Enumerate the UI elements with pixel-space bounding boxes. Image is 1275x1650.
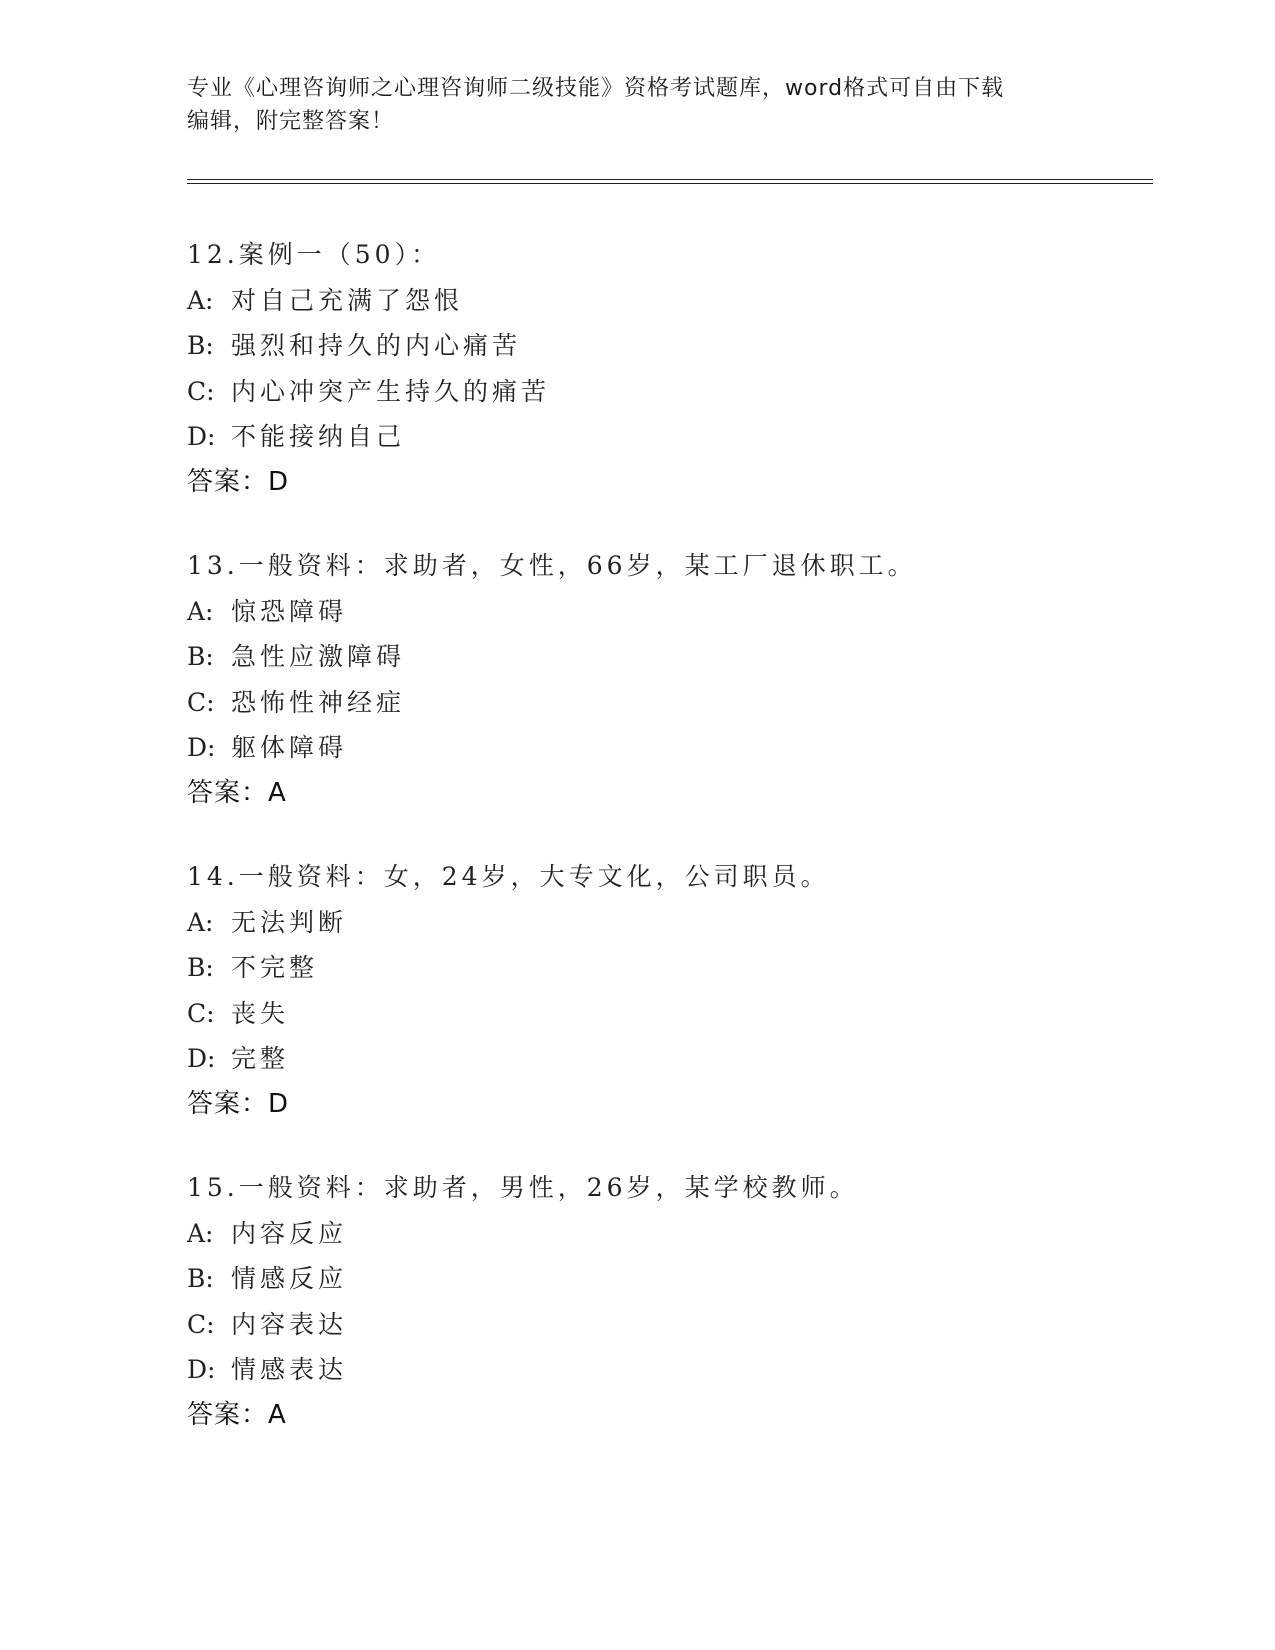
question-15	[187, 1165, 1127, 1438]
question-stem: 15.一般资料：求助者，男性，26岁，某学校教师。	[187, 1173, 859, 1202]
option-letter: C:	[187, 1309, 215, 1339]
option-letter: A:	[187, 1218, 214, 1248]
option-b	[187, 1256, 1127, 1302]
option-letter: A:	[187, 596, 214, 626]
option-d	[187, 1347, 1127, 1393]
option-letter: A:	[187, 285, 214, 315]
header-divider-bottom	[187, 183, 1153, 184]
option-text: 内容表达	[231, 1309, 348, 1339]
option-a	[187, 1211, 1127, 1257]
question-stem: 14.一般资料：女，24岁，大专文化，公司职员。	[187, 862, 830, 891]
question-14	[187, 854, 1127, 1127]
question-13	[187, 543, 1127, 816]
answer-line: 答案：A	[187, 777, 287, 808]
option-text: 强烈和持久的内心痛苦	[231, 331, 522, 360]
option-text: 对自己充满了怨恨	[231, 285, 464, 315]
option-text: 躯体障碍	[231, 733, 348, 762]
option-letter: B:	[187, 642, 214, 671]
option-c	[187, 1302, 1127, 1348]
option-a	[187, 589, 1127, 635]
option-letter: D:	[187, 1044, 216, 1073]
option-b	[187, 634, 1127, 680]
question-list	[187, 232, 1127, 1476]
option-c	[187, 991, 1127, 1037]
option-c	[187, 680, 1127, 726]
option-a	[187, 900, 1127, 946]
option-d	[187, 414, 1127, 460]
option-text: 情感反应	[231, 1264, 348, 1293]
option-letter: D:	[187, 733, 216, 762]
option-letter: B:	[187, 331, 214, 360]
option-a	[187, 278, 1127, 324]
answer-line: 答案：A	[187, 1399, 287, 1430]
option-letter: D:	[187, 1355, 216, 1384]
option-text: 内容反应	[231, 1218, 348, 1248]
option-text: 惊恐障碍	[231, 596, 348, 626]
option-text: 丧失	[231, 998, 290, 1028]
option-text: 情感表达	[231, 1355, 348, 1384]
question-stem: 12.案例一（50）：	[187, 240, 441, 269]
header-line-1: 专业《心理咨询师之心理咨询师二级技能》资格考试题库，word格式可自由下载	[187, 76, 1005, 101]
option-text: 恐怖性神经症	[231, 687, 406, 717]
option-letter: B:	[187, 953, 214, 982]
option-c	[187, 369, 1127, 415]
header-divider-top	[187, 179, 1153, 180]
option-text: 完整	[231, 1044, 290, 1073]
option-text: 无法判断	[231, 907, 348, 937]
option-text: 内心冲突产生持久的痛苦	[231, 376, 551, 406]
header-line-2: 编辑，附完整答案！	[187, 109, 395, 134]
question-stem: 13.一般资料：求助者，女性，66岁，某工厂退休职工。	[187, 551, 917, 580]
option-letter: C:	[187, 687, 215, 717]
answer-line: 答案：D	[187, 466, 290, 497]
option-text: 不完整	[231, 953, 319, 982]
answer-line: 答案：D	[187, 1088, 290, 1119]
option-text: 急性应激障碍	[231, 642, 406, 671]
question-12	[187, 232, 1127, 505]
option-letter: B:	[187, 1264, 214, 1293]
option-letter: D:	[187, 422, 216, 451]
option-d	[187, 1036, 1127, 1082]
document-header	[187, 72, 1087, 138]
option-text: 不能接纳自己	[231, 422, 406, 451]
option-d	[187, 725, 1127, 771]
option-letter: C:	[187, 998, 215, 1028]
option-letter: A:	[187, 907, 214, 937]
option-b	[187, 945, 1127, 991]
option-letter: C:	[187, 376, 215, 406]
option-b	[187, 323, 1127, 369]
